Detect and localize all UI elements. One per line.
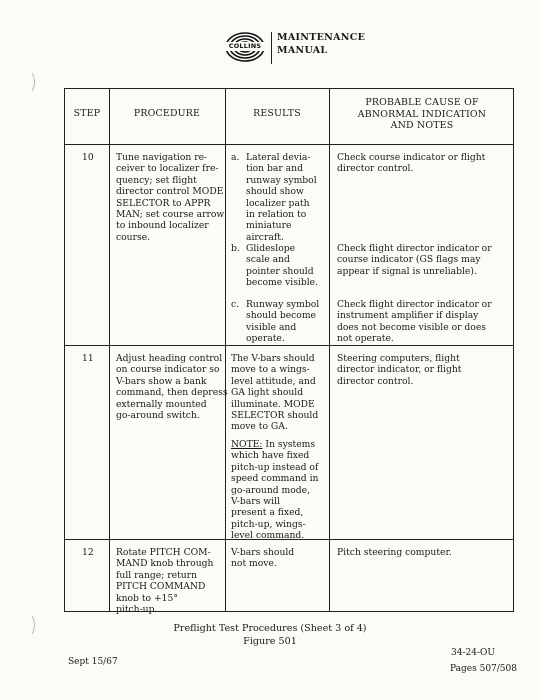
procedure-table xyxy=(64,88,514,616)
cause-text: Check course indicator or flight director control. xyxy=(337,152,486,175)
column-header-step: STEP xyxy=(73,108,101,119)
cause-text: Check flight director indicator or instrument amplifier if display does not become visible or does not operate. xyxy=(337,299,492,345)
result-item-text: Glideslope scale and pointer should become visible. xyxy=(246,243,319,289)
row-divider xyxy=(65,345,513,346)
step-number: 12 xyxy=(82,547,94,558)
result-item-text: Lateral devia- tion bar and runway symbol should show localizer path in relation to miniature aircraft. xyxy=(246,152,317,243)
result-text: The V-bars should move to a wings- level attitude, and GA light should illuminate. MODE SELECTOR should move to GA. xyxy=(231,353,319,433)
result-item-text: Runway symbol should become visible and operate. xyxy=(246,299,320,345)
header-title xyxy=(277,31,365,57)
note-text: In systems which have fixed pitch-up instead of speed command in go-around mode, V-bars will present a fixed, pitch-up, wings- level command. xyxy=(231,439,319,542)
column-divider xyxy=(225,89,226,611)
result-item-letter: a. xyxy=(231,152,240,163)
column-divider xyxy=(329,89,330,611)
result-text: V-bars should not move. xyxy=(231,547,295,570)
binder-mark-top xyxy=(31,72,37,92)
header-divider xyxy=(271,32,272,64)
header-title-line2: MANUAL xyxy=(277,45,328,56)
procedure-text: Adjust heading control on course indicator so V-bars show a bank command, then depress externally mounted go-around switch. xyxy=(116,353,228,422)
header-row-divider xyxy=(65,144,513,145)
collins-logo xyxy=(224,30,266,64)
logo-text: COLLINS xyxy=(224,42,266,51)
step-number: 10 xyxy=(82,152,94,163)
cause-text: Check flight director indicator or course indicator (GS flags may appear if signal is unreliable). xyxy=(337,243,492,277)
document-number: 34-24-OU xyxy=(451,648,495,658)
result-item-letter: c. xyxy=(231,299,240,310)
step-number: 11 xyxy=(82,353,94,364)
figure-caption: Preflight Test Procedures (Sheet 3 of 4) xyxy=(173,623,367,634)
cause-text: Steering computers, flight director indicator, or flight director control. xyxy=(337,353,462,387)
column-header-results: RESULTS xyxy=(253,108,301,119)
figure-number: Figure 501 xyxy=(243,636,297,647)
cause-text: Pitch steering computer. xyxy=(337,547,452,558)
page-numbers: Pages 507/508 xyxy=(450,664,517,674)
result-note xyxy=(231,439,318,542)
procedure-text: Tune navigation re- ceiver to localizer fre- quency; set flight director control MODE SELECTOR to APPR MAN; set course arrow to inbound localizer course. xyxy=(116,152,225,243)
column-header-procedure: PROCEDURE xyxy=(133,108,201,119)
column-divider xyxy=(109,89,110,611)
revision-date: Sept 15/67 xyxy=(68,657,118,667)
header-title-line1: MAINTENANCE xyxy=(277,32,366,43)
note-label: NOTE: xyxy=(231,439,263,450)
column-header-cause: PROBABLE CAUSE OF ABNORMAL INDICATION AND NOTES xyxy=(357,97,487,132)
result-item-letter: b. xyxy=(231,243,240,254)
procedure-text: Rotate PITCH COM- MAND knob through full range; return PITCH COMMAND knob to +15° pitch-up. xyxy=(116,547,214,616)
